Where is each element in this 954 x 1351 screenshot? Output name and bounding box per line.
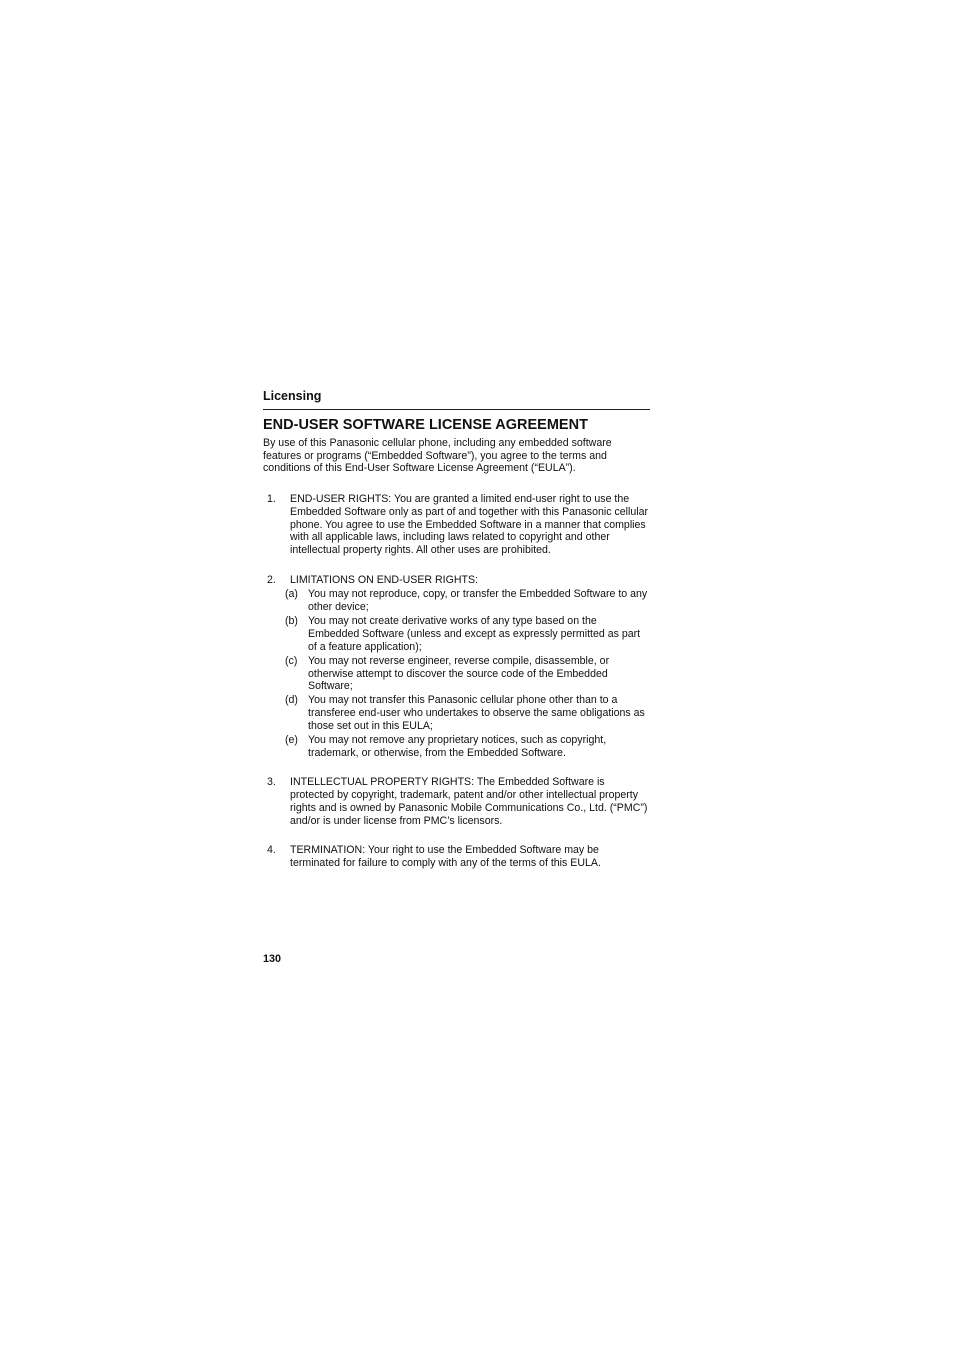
clause-number: 3.	[267, 776, 276, 789]
clause-text: TERMINATION: Your right to use the Embedded Software may be terminated for failure to comply with any of the terms of this EULA.	[290, 844, 601, 869]
clause-number: 4.	[267, 844, 276, 857]
clause-number: 2.	[267, 573, 276, 586]
clause-text: LIMITATIONS ON END-USER RIGHTS:	[290, 573, 478, 586]
limitation-item	[285, 734, 650, 759]
limitation-letter: (a)	[285, 588, 298, 601]
limitation-letter: (c)	[285, 654, 298, 667]
limitation-text: You may not remove any proprietary notices, such as copyright, trademark, or otherwise, from the Embedded Software.	[308, 734, 607, 759]
limitation-item	[285, 655, 650, 693]
limitation-text: You may not transfer this Panasonic cellular phone other than to a transferee end-user who undertakes to observe the same obligations as those set out in this EULA;	[308, 694, 645, 732]
header-divider	[263, 409, 650, 410]
eula-clauses	[263, 493, 650, 870]
clause-4	[263, 844, 650, 869]
clause-text: INTELLECTUAL PROPERTY RIGHTS: The Embedded Software is protected by copyright, trademark, patent and/or other intellectual property rights and is owned by Panasonic Mobile Communications Co., Ltd. (“PMC”) and/or is under license from PMC’s licensors.	[290, 776, 648, 827]
page-number: 130	[263, 953, 282, 965]
limitation-letter: (e)	[285, 734, 298, 747]
limitation-text: You may not create derivative works of any type based on the Embedded Software (unless and except as expressly permitted as part of a feature application);	[308, 615, 641, 653]
clause-2	[263, 574, 650, 760]
intro-paragraph: By use of this Panasonic cellular phone, including any embedded software features or programs (“Embedded Software”), you agree to the terms and conditions of this End-User Software License Agreement (“EULA”).	[263, 437, 612, 475]
limitation-text: You may not reproduce, copy, or transfer the Embedded Software to any other device;	[308, 588, 648, 614]
limitation-list	[285, 588, 650, 759]
document-page	[263, 388, 650, 887]
limitation-letter: (b)	[285, 615, 298, 628]
limitation-item	[285, 694, 650, 732]
section-label: Licensing	[263, 389, 322, 403]
limitation-text: You may not reverse engineer, reverse compile, disassemble, or otherwise attempt to discover the source code of the Embedded Software;	[308, 654, 610, 693]
clause-text: END-USER RIGHTS: You are granted a limited end-user right to use the Embedded Software only as part of and together with this Panasonic cellular phone. You agree to use the Embedded Software in a manner that complies with all applicable laws, including laws related to copyright and other intellectual property rights. All other uses are prohibited.	[290, 493, 649, 556]
clause-1	[263, 493, 650, 557]
limitation-item	[285, 588, 650, 613]
page-title: END-USER SOFTWARE LICENSE AGREEMENT	[263, 417, 588, 433]
clause-number: 1.	[267, 493, 276, 506]
limitation-letter: (d)	[285, 694, 298, 707]
limitation-item	[285, 615, 650, 653]
clause-3	[263, 776, 650, 827]
